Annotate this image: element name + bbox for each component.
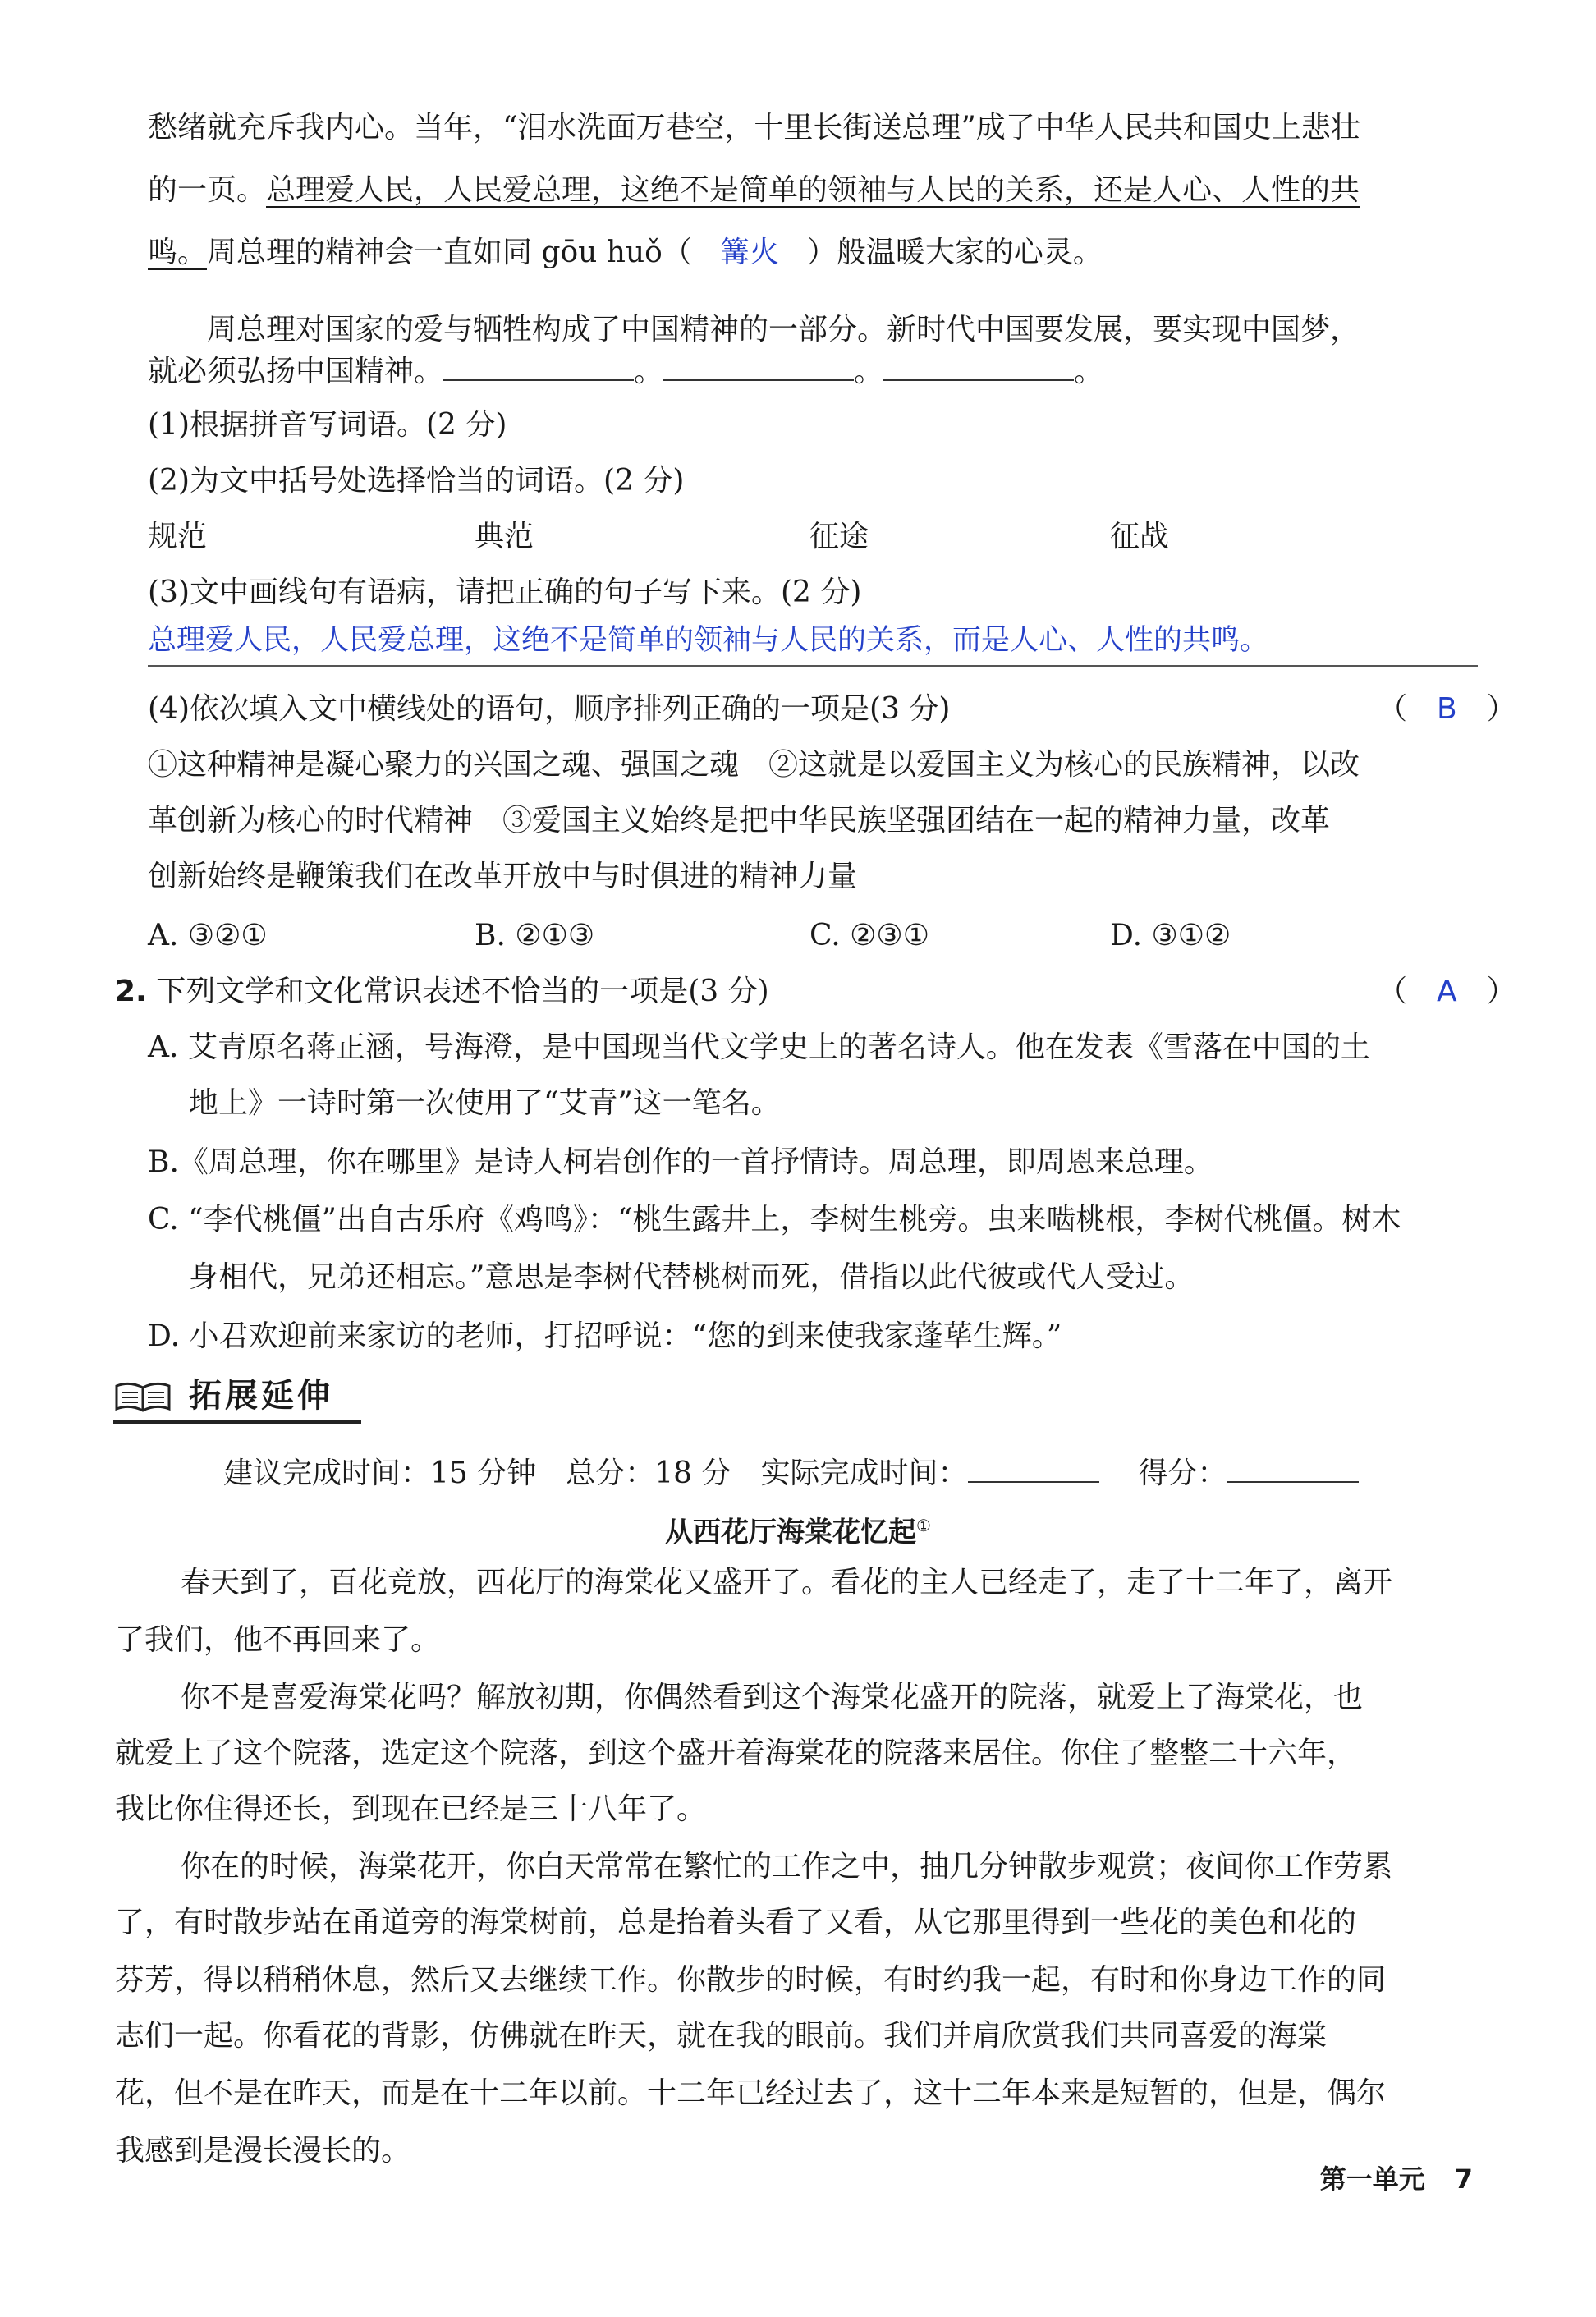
unit-label: 第一单元 — [1319, 2163, 1425, 2195]
essay-line: 你在的时候，海棠花开，你白天常常在繁忙的工作之中，抽几分钟散步观赏；夜间你工作劳累 — [181, 1850, 1393, 1883]
choice-answer: A — [1437, 975, 1457, 1008]
essay-line: 你不是喜爱海棠花吗？解放初期，你偶然看到这个海棠花盛开的院落，就爱上了海棠花，也 — [181, 1681, 1364, 1714]
option-d: D. 小君欢迎前来家访的老师，打招呼说：“您的到来使我家蓬荜生辉。” — [148, 1319, 1062, 1353]
choice-b: B. ②①③ — [475, 919, 595, 952]
essay-line: 我比你住得还长，到现在已经是三十八年了。 — [115, 1792, 707, 1826]
word-option: 征途 — [809, 520, 869, 553]
passage-line — [148, 351, 1103, 392]
period: 。 — [634, 355, 664, 388]
choice-a: A. ③②① — [148, 919, 268, 952]
actual-time-blank[interactable] — [968, 1453, 1099, 1483]
page-footer — [1320, 2161, 1473, 2197]
essay-line: 了，有时散步站在甬道旁的海棠树前，总是抬着头看了又看，从它那里得到一些花的美色和花的 — [115, 1906, 1357, 1939]
page-number: 7 — [1454, 2163, 1473, 2195]
passage-line: 愁绪就充斥我内心。当年，“泪水洗面万巷空，十里长街送总理”成了中华人民共和国史上悲壮 — [148, 111, 1360, 145]
essay-line: 了我们，他不再回来了。 — [115, 1623, 441, 1657]
essay-line: 我感到是漫长漫长的。 — [115, 2134, 411, 2168]
word-option: 典范 — [475, 520, 534, 553]
essay-line: 志们一起。你看花的背影，仿佛就在昨天，就在我的眼前。我们并肩欣赏我们共同喜爱的海棠 — [115, 2019, 1328, 2053]
essay-line: 花，但不是在昨天，而是在十二年以前。十二年已经过去了，这十二年本来是短暂的，但是，偶尔 — [115, 2076, 1387, 2110]
answer-bracket: （ A ） — [1378, 975, 1516, 1008]
passage-line: 周总理对国家的爱与牺牲构成了中国精神的一部分。新时代中国要发展，要实现中国梦， — [207, 313, 1360, 346]
answer-blank[interactable] — [883, 351, 1074, 381]
question-1-2: (2)为文中括号处选择恰当的词语。(2 分) — [148, 464, 685, 498]
choice-answer: B — [1437, 692, 1457, 726]
answer-bracket: （ B ） — [1378, 692, 1516, 726]
essay-title-text: 从西花厅海棠花忆起 — [665, 1516, 917, 1549]
essay-line: 芬芳，得以稍稍休息，然后又去继续工作。你散步的时候，有时约我一起，有时和你身边工作的同 — [115, 1963, 1387, 1997]
option-b: B.《周总理，你在哪里》是诗人柯岩创作的一首抒情诗。周总理，即周恩来总理。 — [148, 1145, 1213, 1179]
question-stem: 下列文学和文化常识表述不恰当的一项是(3 分) — [156, 975, 769, 1008]
option-a: A. 艾青原名蒋正涵，号海澄，是中国现当代文学史上的著名诗人。他在发表《雪落在中国的土 — [148, 1030, 1370, 1064]
option-c-cont: 身相代，兄弟还相忘。”意思是李树代替桃树而死，借指以此代彼或代人受过。 — [189, 1260, 1195, 1294]
option-c: C. “李代桃僵”出自古乐府《鸡鸣》：“桃生露井上，李树生桃旁。虫来啮桃根，李树代桃僵。树木 — [148, 1203, 1401, 1236]
pinyin-answer: 篝火 — [719, 236, 779, 269]
section-underline — [113, 1420, 361, 1424]
word-option: 规范 — [148, 520, 208, 553]
time-score-info — [223, 1453, 1359, 1493]
question-1-4: (4)依次填入文中横线处的语句，顺序排列正确的一项是(3 分) — [148, 692, 951, 726]
choice-d: D. ③①② — [1110, 919, 1231, 952]
statement-line: 创新始终是鞭策我们在改革开放中与时俱进的精神力量 — [148, 860, 858, 893]
essay-title — [0, 1506, 1596, 1552]
passage-line — [148, 233, 1103, 273]
passage-text: ）般温暖大家的心灵。 — [806, 236, 1103, 269]
question-1-1: (1)根据拼音写词语。(2 分) — [148, 408, 507, 442]
underlined-sentence-end: 鸣。 — [148, 236, 208, 269]
book-icon — [113, 1378, 172, 1414]
score-label: 得分： — [1138, 1457, 1227, 1490]
footnote-marker: ① — [916, 1516, 931, 1535]
essay-line: 春天到了，百花竞放，西花厅的海棠花又盛开了。看花的主人已经走了，走了十二年了，离开 — [181, 1566, 1393, 1599]
choice-c: C. ②③① — [809, 919, 929, 952]
answer-line — [148, 665, 1478, 667]
score-blank[interactable] — [1227, 1453, 1359, 1483]
passage-text: 周总理的精神会一直如同 gōu huǒ（ — [207, 236, 692, 269]
statement-line: ①这种精神是凝心聚力的兴国之魂、强国之魂 ②这就是以爱国主义为核心的民族精神，以改 — [148, 748, 1360, 782]
question-1-3: (3)文中画线句有语病，请把正确的句子写下来。(2 分) — [148, 576, 862, 609]
essay-line: 就爱上了这个院落，选定这个院落，到这个盛开着海棠花的院落来居住。你住了整整二十六年， — [115, 1737, 1357, 1770]
period: 。 — [854, 355, 884, 388]
passage-line — [148, 171, 1360, 210]
info-text: 建议完成时间：15 分钟 总分：18 分 实际完成时间： — [223, 1457, 968, 1490]
section-title: 拓展延伸 — [189, 1377, 333, 1415]
option-a-cont: 地上》一诗时第一次使用了“艾青”这一笔名。 — [189, 1086, 781, 1120]
underlined-sentence: 总理爱人民，人民爱总理，这绝不是简单的领袖与人民的关系，还是人心、人性的共 — [266, 173, 1360, 207]
word-option: 征战 — [1110, 520, 1170, 553]
statement-line: 革创新为核心的时代精神 ③爱国主义始终是把中华民族坚强团结在一起的精神力量，改革 — [148, 804, 1331, 837]
period: 。 — [1074, 355, 1104, 388]
answer-blank[interactable] — [443, 351, 634, 381]
question-number: 2. — [115, 975, 147, 1008]
corrected-sentence-answer: 总理爱人民，人民爱总理，这绝不是简单的领袖与人民的关系，而是人心、人性的共鸣。 — [148, 624, 1269, 657]
answer-blank[interactable] — [663, 351, 854, 381]
passage-text: 就必须弘扬中国精神。 — [148, 355, 444, 388]
passage-text: 的一页。 — [148, 173, 267, 207]
question-2 — [115, 972, 769, 1012]
